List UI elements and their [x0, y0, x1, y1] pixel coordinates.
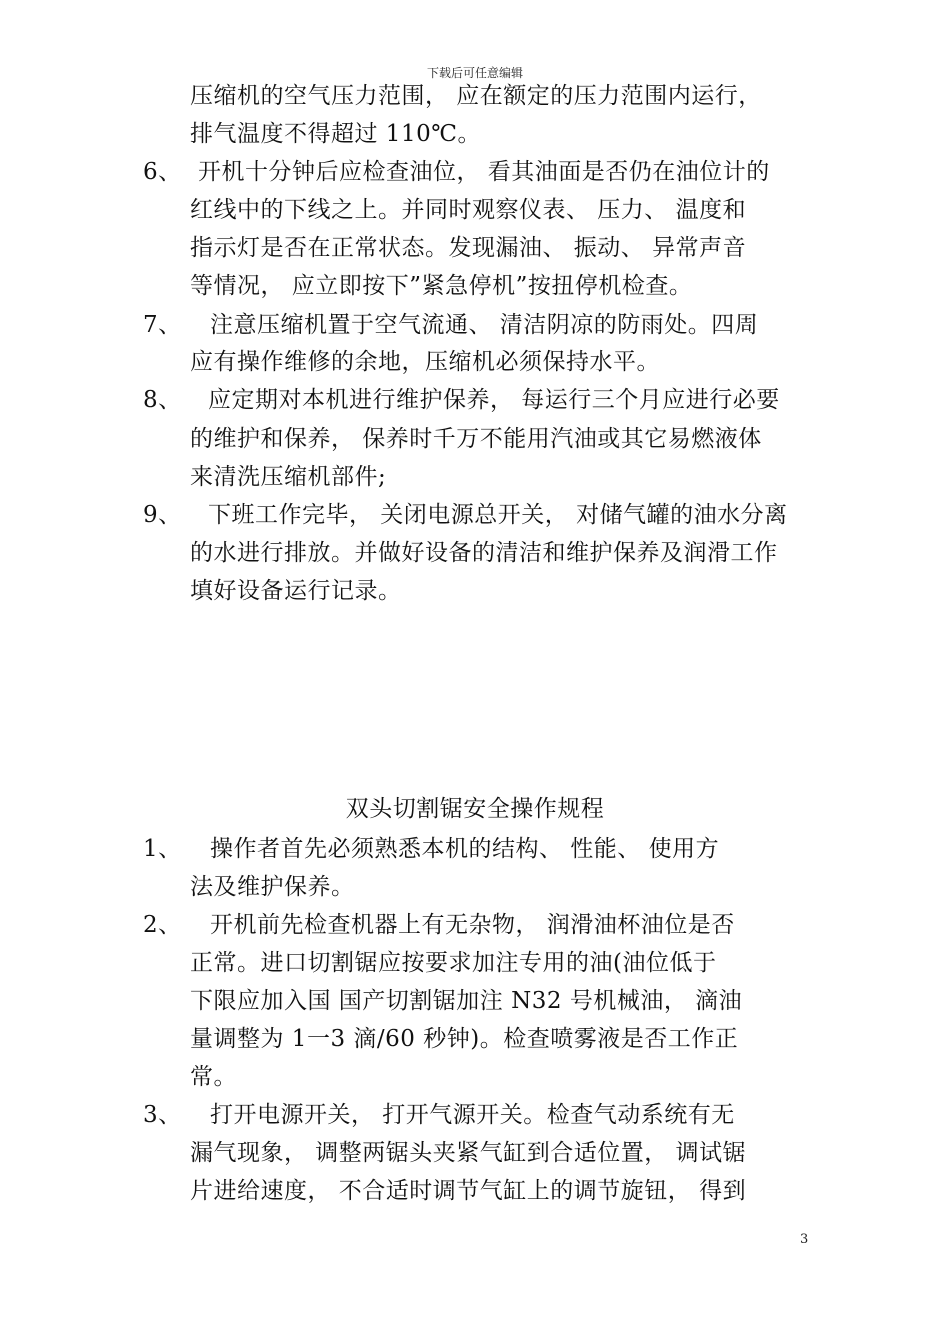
text-line: 指示灯是否在正常状态。发现漏油、 振动、 异常声音	[190, 235, 747, 261]
text-line: 量调整为 1一3 滴/60 秒钟)。检查喷雾液是否工作正	[190, 1026, 739, 1052]
text-line: 下班工作完毕， 关闭电源总开关， 对储气罐的油水分离	[208, 502, 788, 528]
section-title: 双头切割锯安全操作规程	[345, 796, 605, 822]
item-number: 7、	[143, 312, 182, 338]
item-number: 1、	[143, 836, 182, 862]
text-line: 正常。进口切割锯应按要求加注专用的油(油位低于	[190, 950, 717, 976]
text-line: 常。	[190, 1064, 237, 1090]
text-line: 压缩机的空气压力范围， 应在额定的压力范围内运行，	[190, 83, 762, 109]
text-line: 填好设备运行记录。	[190, 578, 402, 604]
text-line: 开机前先检查机器上有无杂物， 润滑油杯油位是否	[210, 912, 735, 938]
text-line: 片进给速度， 不合适时调节气缸上的调节旋钮， 得到	[190, 1178, 747, 1204]
text-line: 漏气现象， 调整两锯头夹紧气缸到合适位置， 调试锯	[190, 1140, 747, 1166]
text-line: 下限应加入国 国产切割锯加注 N32 号机械油， 滴油	[190, 988, 743, 1014]
item-number: 8、	[143, 387, 182, 413]
text-line: 排气温度不得超过 110℃。	[190, 121, 481, 147]
text-line: 等情况， 应立即按下”紧急停机”按扭停机检查。	[190, 273, 693, 299]
text-line: 红线中的下线之上。并同时观察仪表、 压力、 温度和	[190, 197, 747, 223]
text-line: 来清洗压缩机部件;	[190, 464, 387, 490]
item-number: 2、	[143, 912, 182, 938]
item-number: 6、	[143, 159, 182, 185]
text-line: 的水进行排放。并做好设备的清洁和维护保养及润滑工作	[190, 540, 778, 566]
text-line: 的维护和保养， 保养时千万不能用汽油或其它易燃液体	[190, 426, 762, 452]
text-line: 法及维护保养。	[190, 874, 355, 900]
header-note: 下载后可任意编辑	[426, 66, 523, 80]
item-number: 9、	[143, 502, 182, 528]
page-number: 3	[800, 1232, 809, 1247]
text-line: 打开电源开关， 打开气源开关。检查气动系统有无	[210, 1102, 735, 1128]
item-number: 3、	[143, 1102, 182, 1128]
text-line: 操作者首先必须熟悉本机的结构、 性能、 使用方	[210, 836, 720, 862]
text-line: 应定期对本机进行维护保养， 每运行三个月应进行必要	[208, 387, 780, 413]
text-line: 开机十分钟后应检查油位， 看其油面是否仍在油位计的	[198, 159, 770, 185]
text-line: 应有操作维修的余地，压缩机必须保持水平。	[190, 349, 660, 375]
text-line: 注意压缩机置于空气流通、 清洁阴凉的防雨处。四周	[210, 312, 759, 338]
